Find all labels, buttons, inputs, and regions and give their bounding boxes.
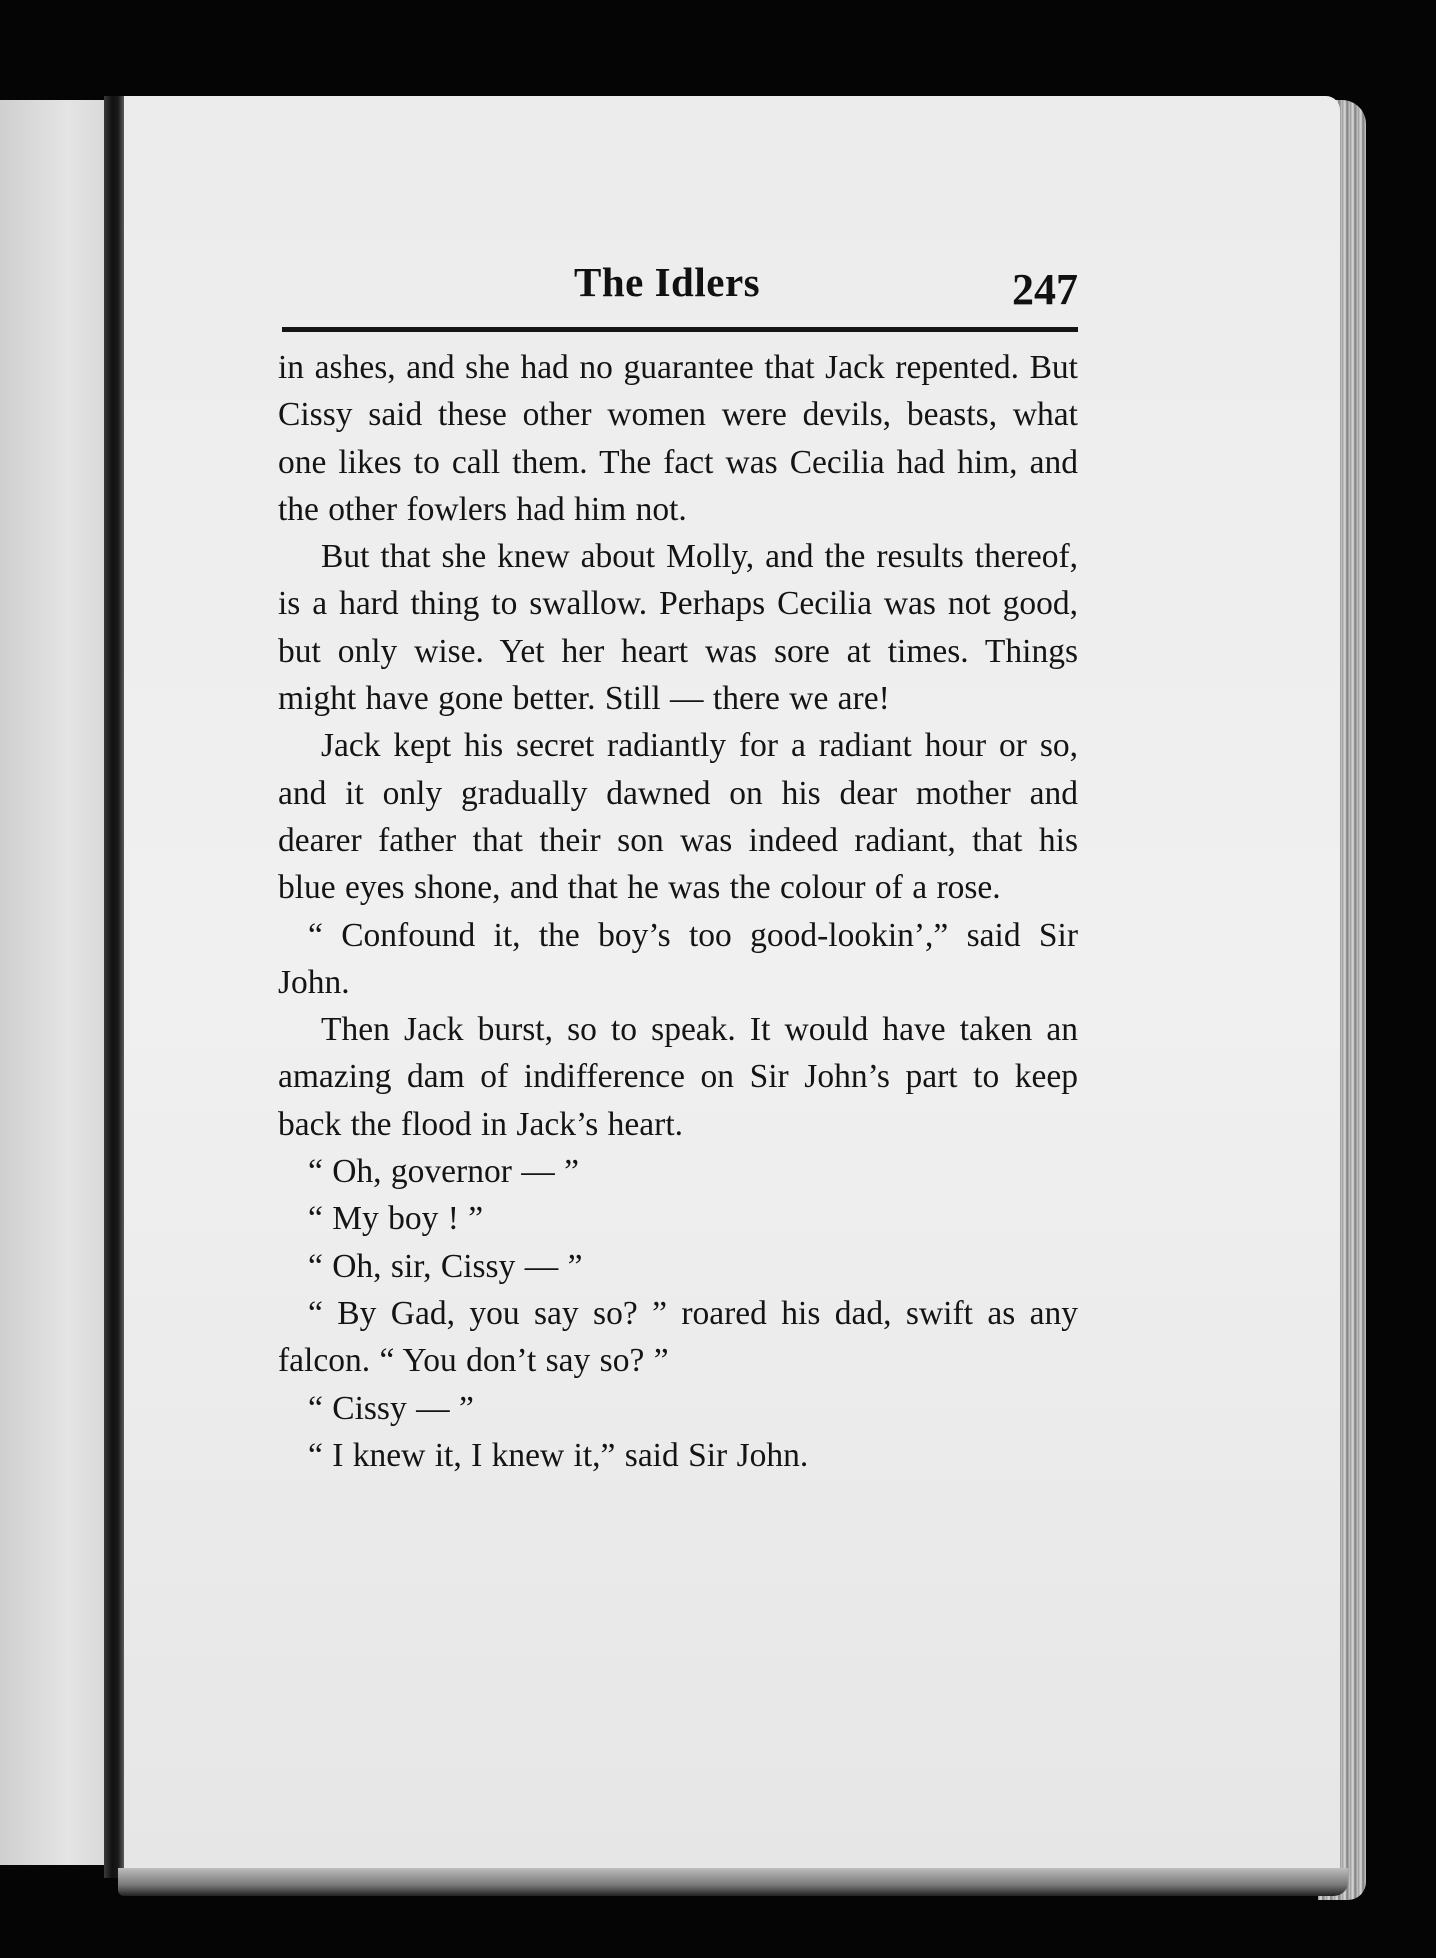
page-header: [282, 258, 1078, 318]
running-title: The Idlers: [574, 259, 761, 305]
page-number: 247: [1012, 265, 1078, 314]
dialogue-line: “ I knew it, I knew it,” said Sir John.: [308, 1436, 809, 1474]
dialogue-line: “ Oh, sir, Cissy — ”: [308, 1247, 583, 1285]
paragraph: Jack kept his secret radiantly for a radiant hour or so, and it only gradually dawned on his dear mother and dearer father that their son was indeed radiant, that his blue eyes shone, and that he was the colour of a rose.: [278, 727, 1078, 907]
dialogue-line: “ Cissy — ”: [308, 1389, 474, 1427]
dialogue-line: “ By Gad, you say so? ” roared his dad, swift as any falcon. “ You don’t say so? ”: [278, 1294, 1078, 1380]
paragraph: But that she knew about Molly, and the results thereof, is a hard thing to swallow. Perhaps Cecilia was not good, but only wise. Yet her heart was sore at times. Things might have gone better. Still — there we are!: [278, 538, 1078, 718]
page-bottom-edge: [118, 1868, 1348, 1896]
previous-page-edge: [0, 100, 112, 1865]
paragraph: Then Jack burst, so to speak. It would have taken an amazing dam of indifference on Sir John’s part to keep back the flood in Jack’s heart.: [278, 1011, 1078, 1143]
dialogue-line: “ Oh, governor — ”: [308, 1153, 579, 1191]
paragraph: “ Confound it, the boy’s too good-lookin’,” said Sir John.: [278, 916, 1078, 1001]
dialogue-line: “ My boy ! ”: [308, 1200, 484, 1238]
header-rule: [282, 327, 1078, 332]
body-text: [278, 344, 1078, 1479]
book-gutter: [104, 96, 124, 1878]
paragraph: in ashes, and she had no guarantee that Jack repented. But Cissy said these other women were devils, beasts, what one likes to call them. The fact was Cecilia had him, and the other fowlers had him not.: [278, 349, 1078, 528]
